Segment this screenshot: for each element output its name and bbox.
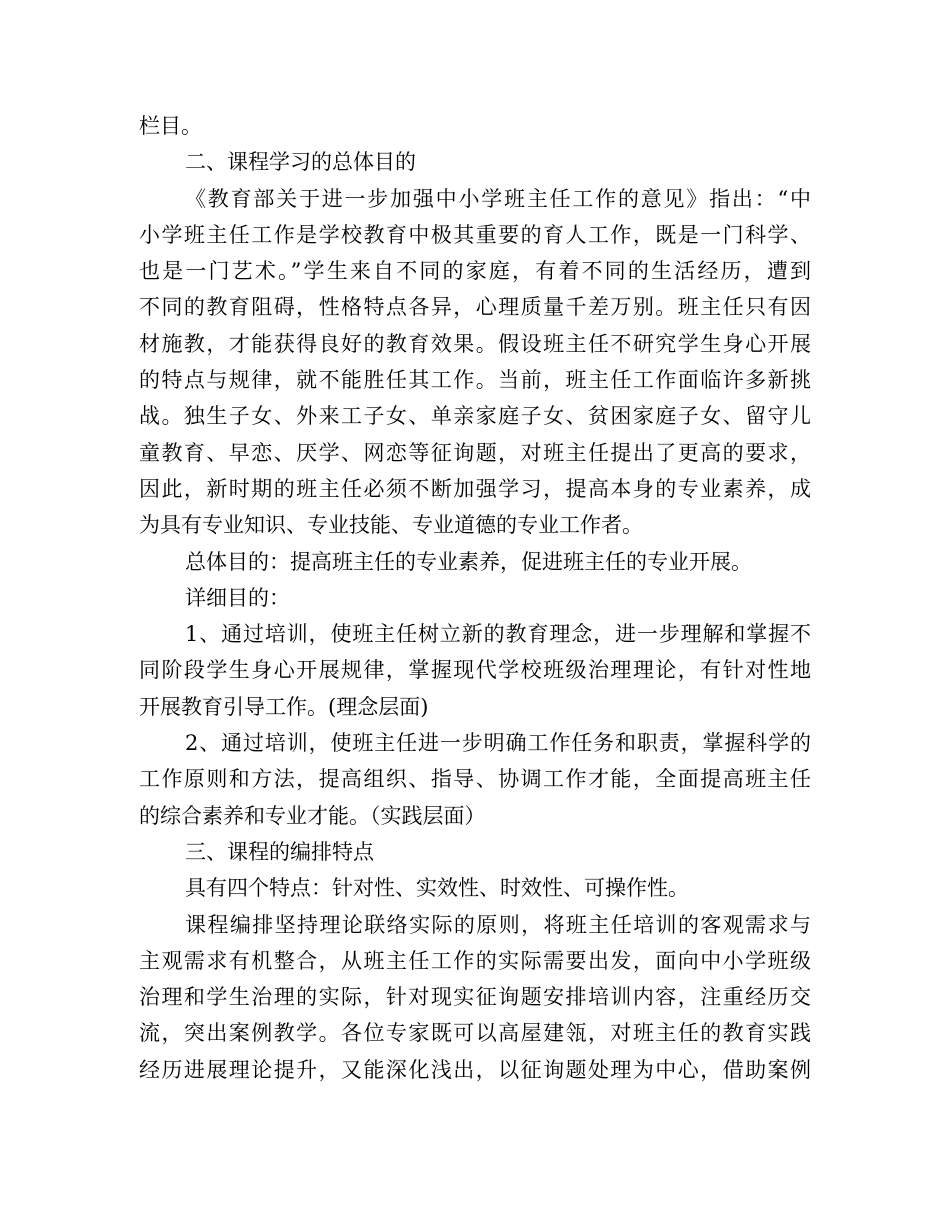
text-line: 为具有专业知识、专业技能、专业道德的专业工作者。 — [139, 513, 643, 538]
text-line: 也是一门艺术。”学生来自不同的家庭，有着不同的生活经历，遭到 — [139, 259, 811, 284]
text-line: 不同的教育阻碍，性格特点各异，心理质量千差万别。班主任只有因 — [139, 295, 811, 320]
text-line: 同阶段学生身心开展规律，掌握现代学校班级治理理论，有针对性地 — [139, 658, 811, 683]
text-line: 1、通过培训，使班主任树立新的教育理念，进一步理解和掌握不 — [185, 622, 811, 647]
text-line: 工作原则和方法，提高组织、指导、协调工作才能，全面提高班主任 — [139, 767, 811, 792]
text-line: 栏目。 — [139, 114, 202, 138]
text-line: 战。独生子女、外来工子女、单亲家庭子女、贫困家庭子女、留守儿 — [139, 404, 811, 429]
text-line: 三、课程的编排特点 — [185, 839, 374, 864]
text-line: 开展教育引导工作。(理念层面) — [139, 694, 429, 719]
text-line: 经历进展理论提升，又能深化浅出，以征询题处理为中心，借助案例 — [139, 1057, 811, 1082]
text-line: 的综合素养和专业才能。（实践层面） — [139, 803, 486, 828]
text-line: 课程编排坚持理论联络实际的原则，将班主任培训的客观需求与 — [185, 912, 811, 937]
text-line: 总体目的：提高班主任的专业素养，促进班主任的专业开展。 — [185, 549, 752, 574]
text-line: 童教育、早恋、厌学、网恋等征询题，对班主任提出了更高的要求， — [139, 440, 811, 465]
text-line: 材施教，才能获得良好的教育效果。假设班主任不研究学生身心开展 — [139, 331, 811, 356]
text-line: 主观需求有机整合，从班主任工作的实际需要出发，面向中小学班级 — [139, 948, 811, 973]
document-body — [139, 108, 811, 1088]
text-line: 因此，新时期的班主任必须不断加强学习，提高本身的专业素养，成 — [139, 476, 811, 501]
text-line: 《教育部关于进一步加强中小学班主任工作的意见》指出：“中 — [185, 186, 811, 211]
text-line: 具有四个特点：针对性、实效性、时效性、可操作性。 — [185, 876, 689, 901]
text-line: 详细目的： — [185, 585, 290, 610]
text-line: 治理和学生治理的实际，针对现实征询题安排培训内容，注重经历交 — [139, 985, 811, 1010]
text-line: 的特点与规律，就不能胜任其工作。当前，班主任工作面临许多新挑 — [139, 368, 811, 393]
text-line: 小学班主任工作是学校教育中极其重要的育人工作，既是一门科学、 — [139, 222, 811, 247]
text-line: 流，突出案例教学。各位专家既可以高屋建瓴，对班主任的教育实践 — [139, 1021, 811, 1046]
text-line: 2、通过培训，使班主任进一步明确工作任务和职责，掌握科学的 — [185, 731, 811, 756]
text-line: 二、课程学习的总体目的 — [185, 150, 416, 175]
